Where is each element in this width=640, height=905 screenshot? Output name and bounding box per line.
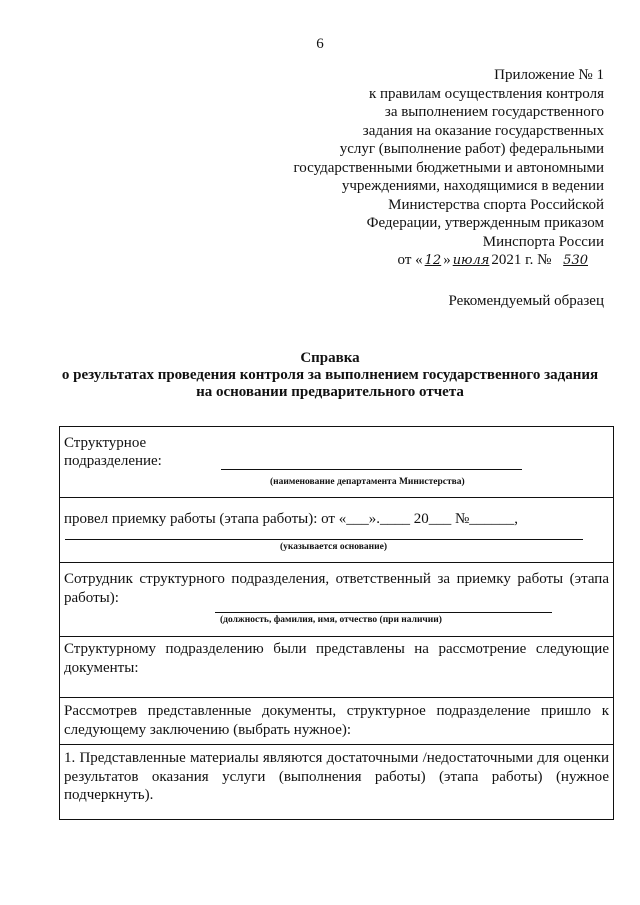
- acceptance-caption: (указывается основание): [280, 542, 388, 552]
- employee-caption: (должность, фамилия, имя, отчество (при наличии): [220, 615, 442, 625]
- title-line-2: о результатах проведения контроля за выполнением государственного задания: [61, 367, 599, 383]
- unit-label-line-2: подразделение:: [64, 453, 162, 469]
- acceptance-row: [60, 497, 613, 562]
- employee-text: Сотрудник структурного подразделения, ответственный за приемку работы (этапа работы):: [64, 571, 609, 606]
- conclusion-item-1-text: 1. Представленные материалы являются достаточными /недостаточными для оценки результатов оказания услуги (выполнения работы) (этапа работы) (нужное подчеркнуть).: [64, 750, 609, 803]
- acceptance-basis-line: [65, 539, 583, 540]
- date-prefix: от «: [397, 252, 423, 268]
- unit-caption: (наименование департамента Министерства): [270, 477, 465, 487]
- appendix-line: Федерации, утвержденным приказом: [366, 215, 604, 231]
- employee-row: [60, 562, 613, 636]
- review-text: Рассмотрев представленные документы, структурное подразделение пришло к следующему заключению (выбрать нужное):: [64, 703, 609, 738]
- date-year: 2021 г. №: [491, 252, 552, 268]
- appendix-line: Приложение № 1: [494, 67, 604, 83]
- review-row: [60, 697, 613, 744]
- employee-field-line: [215, 612, 552, 613]
- appendix-line: за выполнением государственного: [384, 104, 604, 120]
- report-form-table: [59, 426, 614, 820]
- appendix-line: учреждениями, находящимися в ведении: [341, 178, 604, 194]
- appendix-line: к правилам осуществления контроля: [368, 85, 604, 102]
- acceptance-text: провел приемку работы (этапа работы): от «___».____ 20___ №______,: [64, 511, 519, 527]
- appendix-line: государственными бюджетными и автономными: [293, 159, 604, 176]
- date-month-handwritten: июля: [452, 253, 490, 268]
- unit-name-field-line: [221, 469, 522, 470]
- date-mid: »: [443, 252, 451, 268]
- recommended-sample-label: Рекомендуемый образец: [448, 293, 604, 309]
- appendix-line: Министерства спорта Российской: [388, 196, 604, 213]
- documents-text: Структурному подразделению были представлены на рассмотрение следующие документы:: [64, 641, 609, 676]
- appendix-line: Минспорта России: [482, 233, 604, 250]
- unit-label-line-1: Структурное: [64, 435, 147, 451]
- appendix-line: задания на оказание государственных: [362, 122, 604, 139]
- page-number: 6: [316, 36, 324, 52]
- title-line-1: Справка: [300, 350, 360, 366]
- appendix-block: [284, 66, 604, 271]
- title-line-3: на основании предварительного отчета: [196, 384, 464, 400]
- order-number-handwritten: 530: [563, 253, 588, 268]
- conclusion-item-1-row: [60, 744, 613, 821]
- documents-row: [60, 636, 613, 697]
- appendix-line: услуг (выполнение работ) федеральными: [339, 141, 604, 157]
- date-day-handwritten: 12: [424, 253, 442, 268]
- unit-row: [60, 427, 613, 497]
- document-title: [40, 350, 620, 401]
- order-date-line: [284, 251, 604, 271]
